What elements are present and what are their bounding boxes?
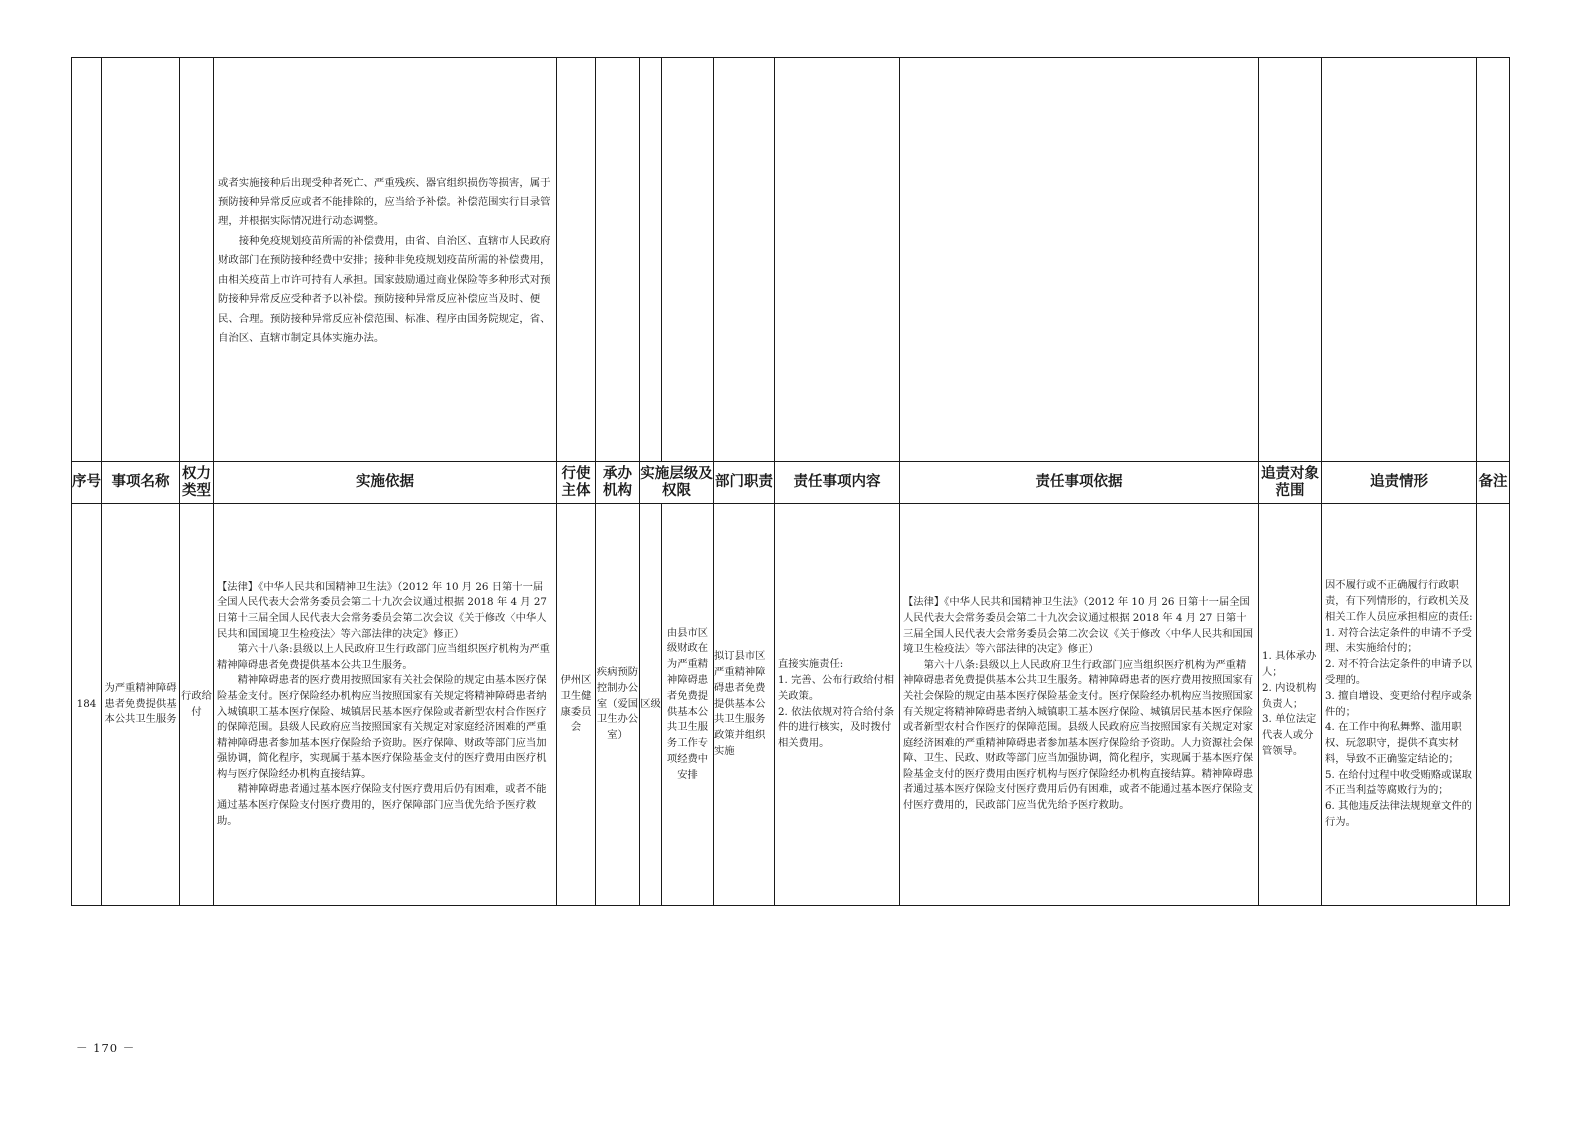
row-subject: 伊州区卫生健康委员会 (557, 504, 596, 906)
row-duty: 拟订县市区严重精神障碍患者免费提供基本公共卫生服务政策并组织实施 (714, 504, 775, 906)
header-situation: 追责情形 (1322, 462, 1477, 504)
resp-basis-paragraph: 【法律】《中华人民共和国精神卫生法》（2012 年 10 月 26 日第十一届全国人民代表大会常务委员会第二十九次会议通过根据 2018 年 4 月 27 日第十三届全国人民代表大会常务委员会第二次会议《关于修改〈中华人民共和国国境卫生检疫法〉等六部法律的决定》修正） (903, 596, 1254, 656)
situation-line: 3. 擅自增设、变更给付程序或条件的； (1325, 689, 1472, 718)
row-basis-text (214, 580, 556, 830)
basis-paragraph: 【法律】《中华人民共和国精神卫生法》（2012 年 10 月 26 日第十一届全国人民代表大会常务委员会第二十九次会议通过根据 2018 年 4 月 27 日第十三届全国人民代表大会常务委员会第二次会议《关于修改〈中华人民共和国国境卫生检疫法〉等六部法律的决定》修正） (217, 580, 547, 640)
row-scope (1259, 504, 1322, 906)
situation-line: 1. 对符合法定条件的申请不予受理、未实施给付的； (1325, 626, 1472, 655)
row-scope-text (1259, 649, 1321, 760)
row-basis (214, 504, 557, 906)
table-header-row (72, 462, 1510, 504)
situation-line: 因不履行或不正确履行行政职责，有下列情形的，行政机关及相关工作人员应承担相应的责任: (1325, 579, 1473, 623)
header-basis: 实施依据 (214, 462, 557, 504)
scope-line: 2. 内设机构负责人； (1262, 681, 1317, 710)
basis-paragraph: 精神障碍患者通过基本医疗保险支付医疗费用后仍有困难，或者不能通过基本医疗保险支付医疗费用的，医疗保障部门应当优先给予医疗救助。 (217, 783, 547, 827)
page-number: － 170 － (76, 1041, 136, 1055)
row-level-detail: 由县市区级财政在为严重精神障碍患者免费提供基本公共卫生服务工作专项经费中安排 (662, 504, 714, 906)
basis-paragraph: 第六十八条:县级以上人民政府卫生行政部门应当组织医疗机构为严重精神障碍患者免费提供基本公共卫生服务。 (217, 643, 550, 671)
continuation-basis-paragraph: 或者实施接种后出现受种者死亡、严重残疾、器官组织损伤等损害，属于预防接种异常反应或者不能排除的，应当给予补偿。补偿范围实行目录管理，并根据实际情况进行动态调整。 (218, 176, 551, 228)
row-situation (1322, 504, 1477, 906)
row-remark (1477, 504, 1510, 906)
situation-line: 5. 在给付过程中收受贿赂或谋取不正当利益等腐败行为的； (1325, 768, 1472, 797)
row-agency: 疾病预防控制办公室（爱国卫生办公室） (596, 504, 640, 906)
row-situation-text (1322, 578, 1476, 831)
header-seq: 序号 (72, 462, 102, 504)
header-resp-basis: 责任事项依据 (900, 462, 1259, 504)
continuation-basis-paragraph: 接种免疫规划疫苗所需的补偿费用，由省、自治区、直辖市人民政府财政部门在预防接种经费中安排；接种非免疫规划疫苗所需的补偿费用，由相关疫苗上市许可持有人承担。国家鼓励通过商业保险等多种形式对预防接种异常反应受种者予以补偿。预防接种异常反应补偿应当及时、便民、合理。预防接种异常反应补偿范围、标准、程序由国务院规定，省、自治区、直辖市制定具体实施办法。 (218, 234, 551, 344)
header-level: 实施层级及权限 (640, 462, 714, 504)
header-resp-content: 责任事项内容 (775, 462, 900, 504)
row-resp-basis (900, 504, 1259, 906)
header-name: 事项名称 (102, 462, 180, 504)
header-scope: 追责对象范围 (1259, 462, 1322, 504)
scope-line: 1. 具体承办人； (1262, 650, 1317, 678)
row-level: 区级 (640, 504, 662, 906)
basis-paragraph: 精神障碍患者的医疗费用按照国家有关社会保险的规定由基本医疗保险基金支付。医疗保险经办机构应当按照国家有关规定将精神障碍患者纳入城镇职工基本医疗保险、城镇居民基本医疗保险或者新型农村合作医疗的保障范围。县级人民政府应当按照国家有关规定对家庭经济困难的严重精神障碍患者参加基本医疗保险给予资助。医疗保障、财政等部门应当加强协调，简化程序，实现属于基本医疗保险基金支付的医疗费用由医疗机构与医疗保险经办机构直接结算。 (217, 674, 547, 780)
row-seq: 184 (72, 504, 102, 906)
header-power-type: 权力类型 (180, 462, 214, 504)
situation-line: 6. 其他违反法律法规规章文件的行为。 (1325, 800, 1472, 829)
situation-line: 4. 在工作中徇私舞弊、滥用职权、玩忽职守，提供不真实材料，导致不正确鉴定结论的； (1325, 721, 1462, 765)
header-duty: 部门职责 (714, 462, 775, 504)
row-name: 为严重精神障碍患者免费提供基本公共卫生服务 (102, 504, 180, 906)
resp-content-line: 直接实施责任: (778, 658, 844, 671)
situation-line: 2. 对不符合法定条件的申请予以受理的。 (1325, 658, 1472, 686)
power-list-table (71, 57, 1510, 906)
row-resp-content (775, 504, 900, 906)
continuation-basis-cell (214, 58, 557, 462)
resp-content-line: 1. 完善、公布行政给付相关政策。 (778, 673, 895, 702)
row-resp-basis-text (900, 595, 1258, 813)
table-row (72, 504, 1510, 906)
scope-line: 3. 单位法定代表人或分管领导。 (1262, 713, 1317, 757)
resp-basis-paragraph: 第六十八条:县级以上人民政府卫生行政部门应当组织医疗机构为严重精神障碍患者免费提供基本公共卫生服务。精神障碍患者的医疗费用按照国家有关社会保险的规定由基本医疗保险基金支付。医疗保险经办机构应当按照国家有关规定将精神障碍患者纳入城镇职工基本医疗保险、城镇居民基本医疗保险或者新型农村合作医疗的保障范围。县级人民政府应当按照国家有关规定对家庭经济困难的严重精神障碍患者参加基本医疗保险给予资助。人力资源社会保障、卫生、民政、财政等部门应当加强协调，简化程序，实现属于基本医疗保险基金支付的医疗费用由医疗机构与医疗保险经办机构直接结算。精神障碍患者通过基本医疗保险支付医疗费用后仍有困难，或者不能通过基本医疗保险支付医疗费用的，民政部门应当优先给予医疗救助。 (903, 658, 1254, 812)
row-resp-content-text (775, 657, 899, 752)
header-agency: 承办机构 (596, 462, 640, 504)
row-power-type: 行政给付 (180, 504, 214, 906)
header-subject: 行使主体 (557, 462, 596, 504)
continuation-row (72, 58, 1510, 462)
header-remark: 备注 (1477, 462, 1510, 504)
resp-content-line: 2. 依法依规对符合给付条件的进行核实，及时拨付相关费用。 (778, 705, 895, 750)
